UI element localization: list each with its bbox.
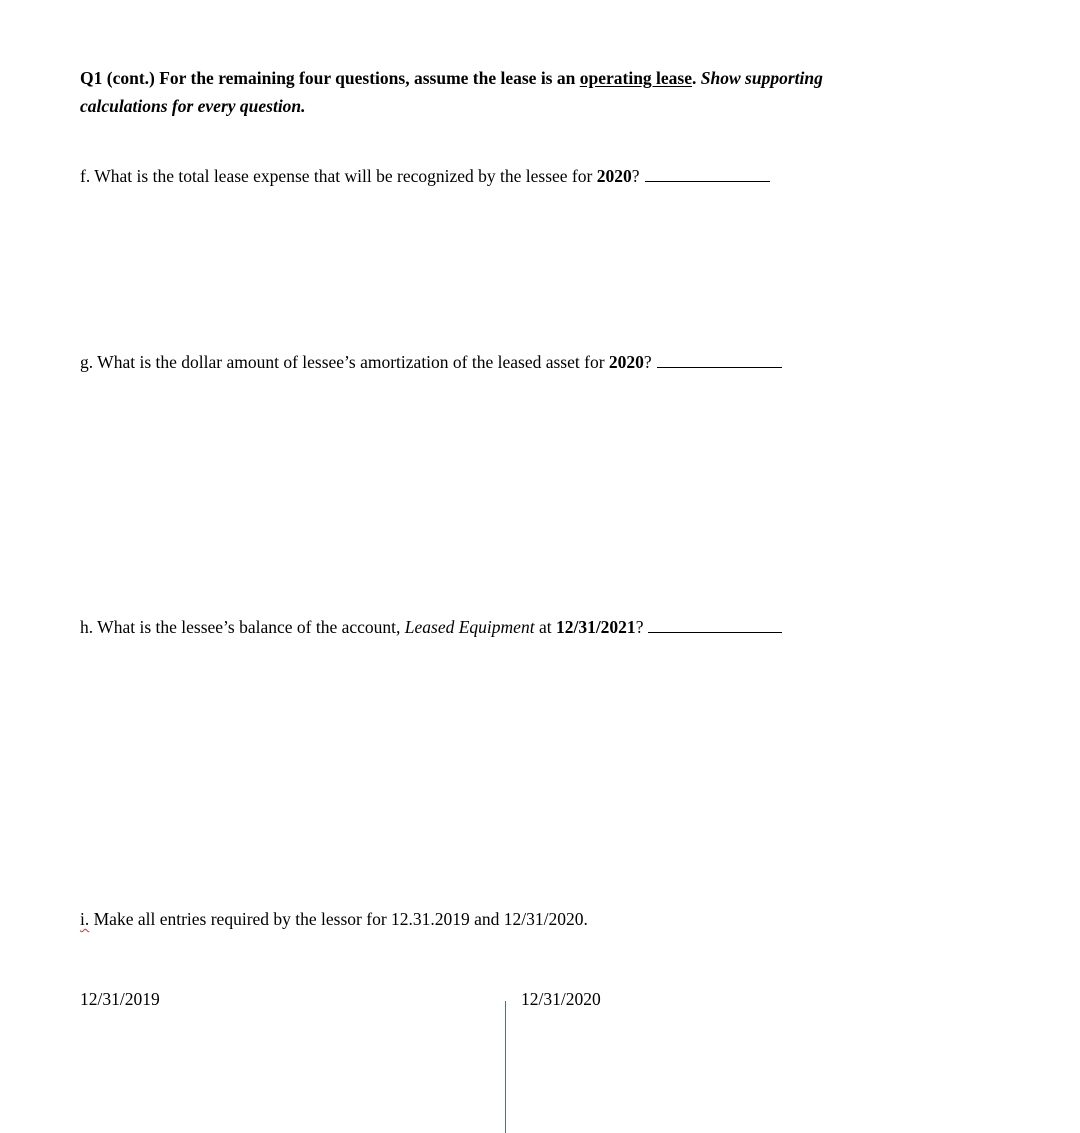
intro-line-2: calculations for every question.	[80, 96, 306, 116]
question-h-date: 12/31/2021	[555, 617, 636, 637]
question-i	[80, 909, 588, 930]
question-f-text: f. What is the total lease expense that will be recognized by the lessee for	[80, 166, 597, 186]
question-h-end: ?	[635, 617, 644, 637]
answer-blank-h[interactable]	[648, 631, 782, 633]
question-h-mid: at	[534, 617, 556, 637]
question-g	[80, 352, 782, 373]
intro-line-1	[80, 68, 823, 89]
entries-column-divider	[505, 1001, 506, 1133]
entries-right-date: 12/31/2020	[521, 989, 601, 1009]
question-f-end: ?	[631, 166, 640, 186]
question-g-end: ?	[643, 352, 652, 372]
answer-blank-g[interactable]	[657, 366, 782, 368]
intro-lead: Q1 (cont.) For the remaining four questions, assume the lease is an	[80, 68, 580, 88]
question-g-year: 2020	[608, 352, 644, 372]
question-i-label: i.	[80, 909, 90, 929]
question-h-account: Leased Equipment	[404, 617, 535, 637]
question-h-text: h. What is the lessee’s balance of the account,	[80, 617, 405, 637]
intro-period: .	[692, 68, 697, 88]
answer-blank-f[interactable]	[645, 180, 770, 182]
question-f	[80, 166, 770, 187]
operating-lease-term: operating lease	[579, 68, 693, 88]
question-g-text: g. What is the dollar amount of lessee’s amortization of the leased asset for	[80, 352, 609, 372]
question-h	[80, 617, 782, 638]
intro-italic-1: Show supporting	[696, 68, 823, 88]
question-i-text: Make all entries required by the lessor for 12.31.2019 and 12/31/2020.	[89, 909, 588, 929]
question-f-year: 2020	[596, 166, 632, 186]
entries-left-date: 12/31/2019	[80, 989, 160, 1009]
